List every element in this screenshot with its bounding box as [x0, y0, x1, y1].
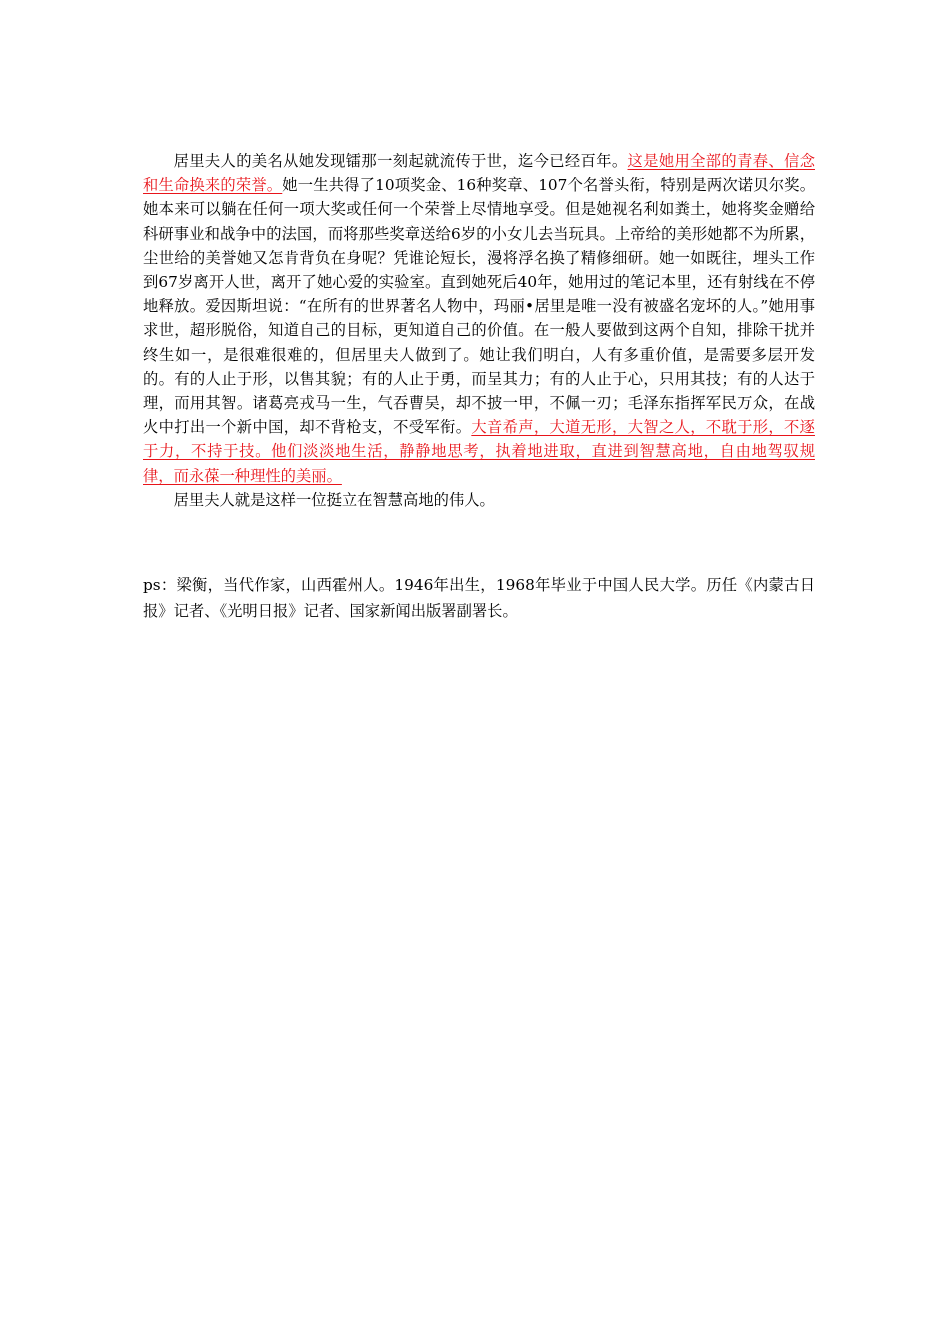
article-body	[143, 149, 815, 512]
highlighted-sentence-1: 这是她用全部的青春、信念和生命换来的荣誉。	[143, 152, 815, 195]
paragraph-1	[143, 149, 815, 488]
paragraph-2: 居里夫人就是这样一位挺立在智慧高地的伟人。	[173, 490, 495, 509]
highlighted-sentence-2: 大音希声，大道无形，大智之人，不耽于形，不逐于力，不持于技。他们淡淡地生活，静静地思考，执着地进取，直进到智慧高地，自由地驾驭规律，而永葆一种理性的美丽。	[143, 418, 815, 485]
postscript-note: ps：梁衡，当代作家，山西霍州人。1946年出生，1968年毕业于中国人民大学。历任《内蒙古日报》记者、《光明日报》记者、国家新闻出版署副署长。	[143, 576, 815, 620]
sentence-intro: 居里夫人的美名从她发现镭那一刻起就流传于世，迄今已经百年。	[173, 152, 628, 170]
sentence-body: 她一生共得了10项奖金、16种奖章、107个名誉头衔，特别是两次诺贝尔奖。她本来可以躺在任何一项大奖或任何一个荣誉上尽情地享受。但是她视名利如粪土，她将奖金赠给科研事业和战争中的法国，而将那些奖章送给6岁的小女儿去当玩具。上帝给的美形她都不为所累，尘世给的美誉她又怎肯背负在身呢？凭谁论短长，漫将浮名换了精修细研。她一如既往，埋头工作到67岁离开人世，离开了她心爱的实验室。直到她死后40年，她用过的笔记本里，还有射线在不停地释放。爱因斯坦说：“在所有的世界著名人物中，玛丽•居里是唯一没有被盛名宠坏的人。”她用事求世，超形脱俗，知道自己的目标，更知道自己的价值。在一般人要做到这两个自知，排除干扰并终生如一，是很难很难的，但居里夫人做到了。她让我们明白，人有多重价值，是需要多层开发的。有的人止于形，以售其貌；有的人止于勇，而呈其力；有的人止于心，只用其技；有的人达于理，而用其智。诸葛亮戎马一生，气吞曹吴，却不披一甲，不佩一刃；毛泽东指挥军民万众，在战火中打出一个新中国，却不背枪支，不受军衔。	[143, 176, 815, 437]
